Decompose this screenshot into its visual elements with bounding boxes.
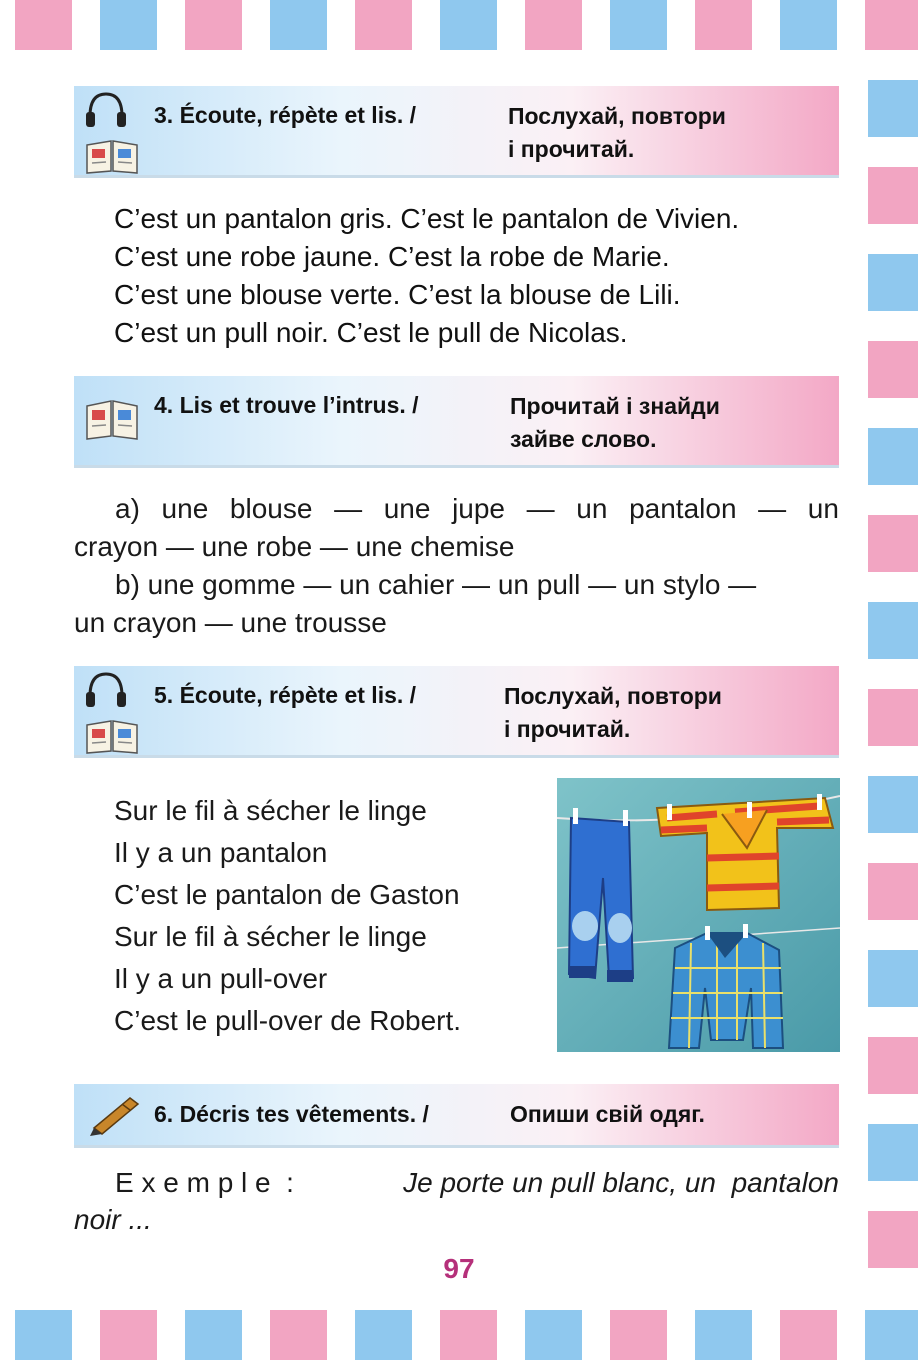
exercise-5-instruction-fr: 5. Écoute, répète et lis. / <box>154 682 417 708</box>
poem-line: Il y a un pantalon <box>114 837 328 868</box>
item-b-line-1: b) une gomme — un cahier — un pull — un stylo — <box>115 569 757 600</box>
exercise-4-instruction-ua <box>510 390 720 456</box>
pen-icon <box>86 1092 142 1136</box>
exercise-3-instruction-ua <box>508 100 726 166</box>
ua-line: зайве слово. <box>510 426 657 452</box>
ua-line: Прочитай і знайди <box>510 393 720 419</box>
exercise-5-instruction-ua <box>504 680 722 746</box>
example-text: Je porte un pull blanc, un pantalon <box>403 1167 839 1198</box>
headphones-icon <box>84 670 128 710</box>
clothesline-illustration <box>557 778 840 1052</box>
book-icon <box>84 715 140 755</box>
example-text: noir ... <box>74 1204 152 1235</box>
poem-line: Sur le fil à sécher le linge <box>114 921 427 952</box>
ua-line: Послухай, повтори <box>508 103 726 129</box>
exercise-5-icons <box>84 670 144 760</box>
example-line-1 <box>74 1164 839 1201</box>
exercise-6-example <box>74 1164 839 1238</box>
sentence-line: C’est une robe jaune. C’est la robe de Marie. <box>114 241 670 272</box>
item-a-line-2: crayon — une robe — une chemise <box>74 531 515 562</box>
ua-line: Послухай, повтори <box>504 683 722 709</box>
sentence-line: C’est une blouse verte. C’est la blouse de Lili. <box>114 279 681 310</box>
exercise-4-icons <box>84 394 144 447</box>
exercise-3-instruction-fr: 3. Écoute, répète et lis. / <box>154 102 417 128</box>
exercise-4-header <box>74 376 839 468</box>
sentence-line: C’est un pantalon gris. C’est le pantalon de Vivien. <box>114 203 740 234</box>
exercise-5-poem <box>114 790 461 1042</box>
exercise-6-header <box>74 1084 839 1148</box>
ua-line: і прочитай. <box>508 136 635 162</box>
poem-line: C’est le pantalon de Gaston <box>114 879 460 910</box>
book-icon <box>84 135 140 175</box>
item-b-line-2: un crayon — une trousse <box>74 607 387 638</box>
poem-line: Sur le fil à sécher le linge <box>114 795 427 826</box>
exercise-6-instruction-fr: 6. Décris tes vêtements. / <box>154 1101 429 1127</box>
headphones-icon <box>84 90 128 130</box>
item-a-line-1: a) une blouse — une jupe — un pantalon — un <box>115 493 839 524</box>
page-number: 97 <box>443 1253 475 1284</box>
exercise-6-instruction-ua: Опиши свій одяг. <box>510 1101 705 1127</box>
exercise-3-text <box>114 200 739 352</box>
exercise-4-instruction-fr: 4. Lis et trouve l’intrus. / <box>154 392 419 418</box>
ua-line: і прочитай. <box>504 716 631 742</box>
poem-line: C’est le pull-over de Robert. <box>114 1005 462 1036</box>
exercise-5-header <box>74 666 839 758</box>
exercise-4-text <box>74 490 839 642</box>
sentence-line: C’est un pull noir. C’est le pull de Nicolas. <box>114 317 628 348</box>
poem-line: Il y a un pull-over <box>114 963 328 994</box>
exercise-3-header <box>74 86 839 178</box>
example-line-2 <box>74 1201 839 1238</box>
example-label: E x e m p l e : <box>115 1167 294 1198</box>
exercise-3-icons <box>84 90 144 180</box>
book-icon <box>84 394 140 442</box>
